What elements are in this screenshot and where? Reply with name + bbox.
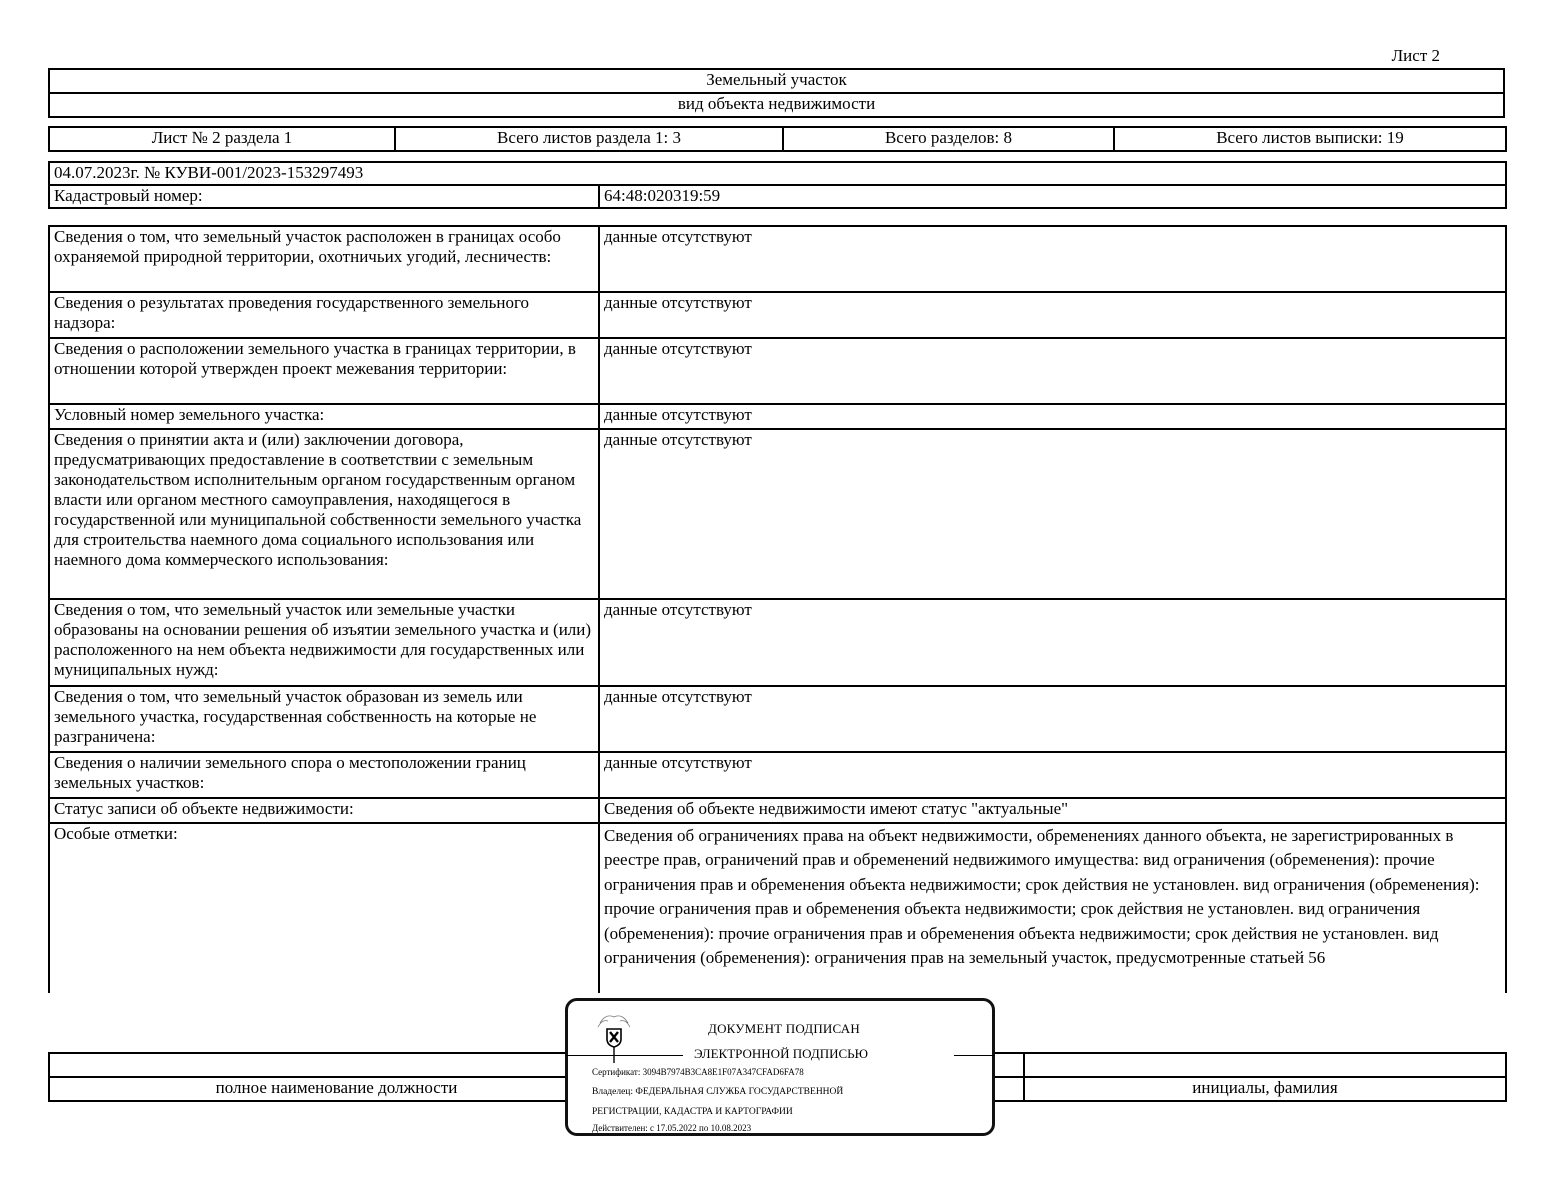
name-caption: инициалы, фамилия bbox=[1024, 1077, 1506, 1101]
row-value: данные отсутствуют bbox=[599, 752, 1506, 798]
row-label: Особые отметки: bbox=[49, 823, 599, 993]
table-row bbox=[49, 404, 1506, 429]
row-value: Сведения об объекте недвижимости имеют статус "актуальные" bbox=[599, 798, 1506, 823]
row-label: Сведения о наличии земельного спора о местоположении границ земельных участков: bbox=[49, 752, 599, 798]
cadastral-value: 64:48:020319:59 bbox=[599, 185, 1506, 208]
sheet-label: Лист 2 bbox=[1391, 46, 1440, 65]
table-row bbox=[49, 752, 1506, 798]
position-caption: полное наименование должности bbox=[49, 1077, 624, 1101]
cadastral-label: Кадастровый номер: bbox=[49, 185, 599, 208]
stamp-valid: Действителен: с 17.05.2022 по 10.08.2023 bbox=[592, 1123, 752, 1133]
table-row bbox=[49, 599, 1506, 686]
identification-table bbox=[48, 161, 1507, 209]
row-value: данные отсутствуют bbox=[599, 404, 1506, 429]
total-sections: Всего разделов: 8 bbox=[783, 127, 1114, 151]
table-row bbox=[49, 226, 1506, 292]
table-row bbox=[49, 798, 1506, 823]
stamp-rule-left bbox=[565, 1055, 683, 1056]
table-row bbox=[49, 338, 1506, 404]
row-value: данные отсутствуют bbox=[599, 686, 1506, 752]
sheet-info-table bbox=[48, 126, 1507, 152]
row-value: данные отсутствуют bbox=[599, 599, 1506, 686]
object-type-table bbox=[48, 68, 1505, 118]
row-label: Статус записи об объекте недвижимости: bbox=[49, 798, 599, 823]
stamp-title-line1: ДОКУМЕНТ ПОДПИСАН bbox=[708, 1021, 860, 1036]
row-value: Сведения об ограничениях права на объект недвижимости, обременениях данного объекта, не зарегистрированных в реестре прав, ограничений прав и обременений недвижимого имущества: вид ограничения (обременения): прочие ограничения прав и обременения объекта недвижимости; срок действия не установлен. вид ограничения (обременения): прочие ограничения прав и обременения объекта недвижимости; срок действия не установлен. вид ограничения (обременения): прочие ограничения прав и обременения объекта недвижимости; срок действия не установлен. вид ограничения (обременения): ограничения прав на земельный участок, предусмотренные статьей 56 bbox=[599, 823, 1506, 993]
stamp-owner-cont: РЕГИСТРАЦИИ, КАДАСТРА И КАРТОГРАФИИ bbox=[592, 1107, 793, 1117]
row-value: данные отсутствуют bbox=[599, 226, 1506, 292]
row-label: Сведения о том, что земельный участок образован из земель или земельного участка, государственная собственность на которые не разграничена: bbox=[49, 686, 599, 752]
position-cell bbox=[49, 1053, 624, 1077]
row-value: данные отсутствуют bbox=[599, 292, 1506, 338]
total-sheets-section: Всего листов раздела 1: 3 bbox=[395, 127, 783, 151]
stamp-title-line2: ЭЛЕКТРОННОЙ ПОДПИСЬЮ bbox=[694, 1046, 868, 1061]
main-table bbox=[48, 225, 1507, 993]
electronic-signature-stamp bbox=[565, 998, 995, 1136]
sheet-of-section: Лист № 2 раздела 1 bbox=[49, 127, 395, 151]
row-label: Условный номер земельного участка: bbox=[49, 404, 599, 429]
object-type: Земельный участок bbox=[49, 69, 1504, 93]
stamp-rule-right bbox=[954, 1055, 995, 1056]
row-value: данные отсутствуют bbox=[599, 429, 1506, 599]
stamp-certificate: Сертификат: 3094B7974B3CA8E1F07A347CFAD6FA78 bbox=[592, 1067, 804, 1077]
date-number: 04.07.2023г. № КУВИ-001/2023-153297493 bbox=[49, 162, 1506, 185]
stamp-owner: Владелец: ФЕДЕРАЛЬНАЯ СЛУЖБА ГОСУДАРСТВЕННОЙ bbox=[592, 1087, 844, 1097]
total-sheets-extract: Всего листов выписки: 19 bbox=[1114, 127, 1506, 151]
table-row bbox=[49, 429, 1506, 599]
object-type-caption: вид объекта недвижимости bbox=[49, 93, 1504, 117]
table-row bbox=[49, 686, 1506, 752]
row-label: Сведения о том, что земельный участок расположен в границах особо охраняемой природной территории, охотничьих угодий, лесничеств: bbox=[49, 226, 599, 292]
table-row bbox=[49, 292, 1506, 338]
row-label: Сведения о результатах проведения государственного земельного надзора: bbox=[49, 292, 599, 338]
row-label: Сведения о расположении земельного участка в границах территории, в отношении которой утвержден проект межевания территории: bbox=[49, 338, 599, 404]
name-cell bbox=[1024, 1053, 1506, 1077]
table-row bbox=[49, 823, 1506, 993]
row-value: данные отсутствуют bbox=[599, 338, 1506, 404]
row-label: Сведения о принятии акта и (или) заключении договора, предусматривающих предоставление в соответствии с земельным законодательством исполнительным органом государственным органом власти или органом местного самоуправления, находящегося в государственной или муниципальной собственности земельного участка для строительства наемного дома социального использования или наемного дома коммерческого использования: bbox=[49, 429, 599, 599]
row-label: Сведения о том, что земельный участок или земельные участки образованы на основании решения об изъятии земельного участка и (или) расположенного на нем объекта недвижимости для государственных или муниципальных нужд: bbox=[49, 599, 599, 686]
